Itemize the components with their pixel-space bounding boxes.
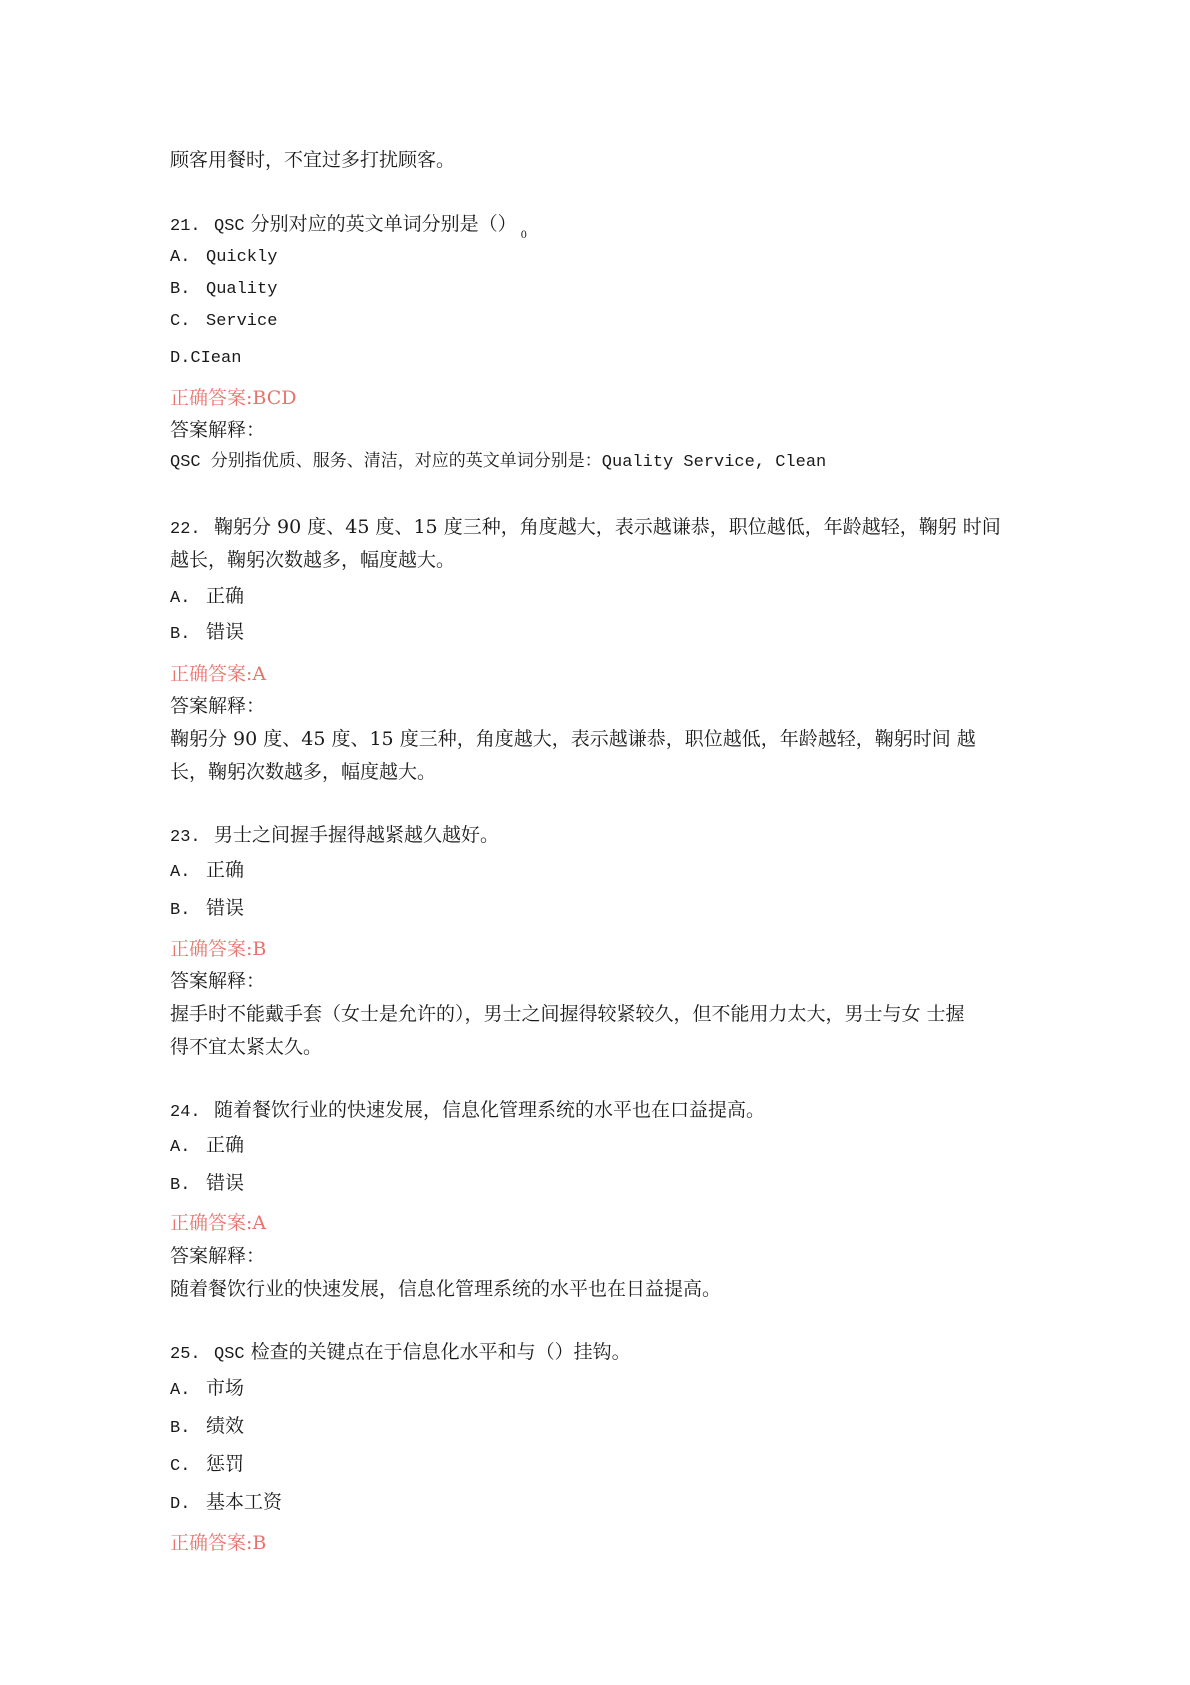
- option-text: 正确: [206, 1134, 245, 1156]
- intro-text: 顾客用餐时，不宜过多打扰顾客。: [170, 149, 456, 171]
- option-letter: C.: [170, 312, 191, 331]
- option-a: [170, 1376, 244, 1403]
- option-text: Quickly: [206, 248, 278, 267]
- option-b: [170, 278, 277, 302]
- option-letter: A.: [170, 248, 191, 267]
- question-prefix: QSC: [214, 217, 245, 236]
- option-letter: C.: [170, 1457, 191, 1476]
- explain-label: 答案解释：: [170, 695, 266, 717]
- option-letter: A.: [170, 863, 191, 882]
- question-25: [170, 1340, 631, 1367]
- option-text: 基本工资: [206, 1491, 283, 1513]
- option-c: [170, 1452, 244, 1479]
- option-text: 正确: [206, 859, 245, 881]
- explain-text: 鞠躬分 90 度、45 度、15 度三种，角度越大，表示越谦恭，职位越低，年龄越轻，鞠躬时间 越: [170, 728, 976, 750]
- option-text: 正确: [206, 585, 245, 607]
- question-number: 21.: [170, 217, 201, 236]
- option-text: 市场: [206, 1377, 245, 1399]
- option-letter: B.: [170, 625, 191, 644]
- question-text: 检查的关键点在于信息化水平和与（）挂钩。: [244, 1341, 631, 1363]
- question-text-cont: 越长，鞠躬次数越多，幅度越大。: [170, 549, 456, 571]
- option-text: 惩罚: [206, 1453, 245, 1475]
- question-24: [170, 1098, 765, 1125]
- option-text: Quality: [206, 280, 278, 299]
- option-text: Service: [206, 312, 278, 331]
- option-letter: A.: [170, 589, 191, 608]
- explain-label: 答案解释：: [170, 1245, 266, 1267]
- option-a: [170, 584, 244, 611]
- explain-text-cont: 得不宜太紧太久。: [170, 1036, 323, 1058]
- question-number: 25.: [170, 1345, 201, 1364]
- explain-text-cont: 长，鞠躬次数越多，幅度越大。: [170, 761, 437, 783]
- option-a: [170, 1133, 244, 1160]
- question-23: [170, 823, 499, 850]
- option-text: 绩效: [206, 1415, 245, 1437]
- question-mark: 0: [520, 230, 528, 241]
- question-text: 分别对应的英文单词分别是（）: [244, 213, 517, 235]
- explain-label: 答案解释：: [170, 970, 266, 992]
- option-a: [170, 246, 277, 270]
- option-letter: B.: [170, 280, 191, 299]
- option-letter: A.: [170, 1381, 191, 1400]
- option-b: [170, 1414, 244, 1441]
- option-c: [170, 310, 277, 334]
- option-b: [170, 896, 244, 923]
- option-a: [170, 858, 244, 885]
- question-text: 鞠躬分 90 度、45 度、15 度三种，角度越大，表示越谦恭，职位越低，年龄越轻，鞠躬 时间: [214, 516, 1001, 538]
- option-b: [170, 1171, 244, 1198]
- question-number: 24.: [170, 1103, 201, 1122]
- question-number: 23.: [170, 828, 201, 847]
- question-text: 男士之间握手握得越紧越久越好。: [214, 824, 500, 846]
- explain-text: 随着餐饮行业的快速发展，信息化管理系统的水平也在日益提高。: [170, 1278, 722, 1300]
- option-letter: A.: [170, 1138, 191, 1157]
- correct-answer: 正确答案:BCD: [170, 387, 297, 409]
- correct-answer: 正确答案:A: [170, 663, 267, 685]
- explain-text: QSC 分别指优质、服务、清洁，对应的英文单词分别是：Quality Service, Clean: [170, 453, 827, 472]
- option-letter: B.: [170, 1176, 191, 1195]
- explain-text: 握手时不能戴手套（女士是允许的），男士之间握得较紧较久，但不能用力太大，男士与女 士握: [170, 1003, 965, 1025]
- question-text: 随着餐饮行业的快速发展，信息化管理系统的水平也在口益提高。: [214, 1099, 766, 1121]
- option-text: 错误: [206, 621, 245, 643]
- option-letter: B.: [170, 901, 191, 920]
- option-d: [170, 1490, 282, 1517]
- option-b: [170, 620, 244, 647]
- question-number: 22.: [170, 520, 201, 539]
- correct-answer: 正确答案:B: [170, 1532, 267, 1554]
- explain-label: 答案解释：: [170, 419, 266, 441]
- option-d: D.CIean: [170, 349, 242, 368]
- correct-answer: 正确答案:B: [170, 938, 267, 960]
- question-22: [170, 515, 1001, 542]
- correct-answer: 正确答案:A: [170, 1212, 267, 1234]
- option-text: 错误: [206, 1172, 245, 1194]
- option-letter: B.: [170, 1419, 191, 1438]
- question-prefix: QSC: [214, 1345, 245, 1364]
- option-letter: D.: [170, 1495, 191, 1514]
- option-text: 错误: [206, 897, 245, 919]
- question-21: [170, 212, 527, 248]
